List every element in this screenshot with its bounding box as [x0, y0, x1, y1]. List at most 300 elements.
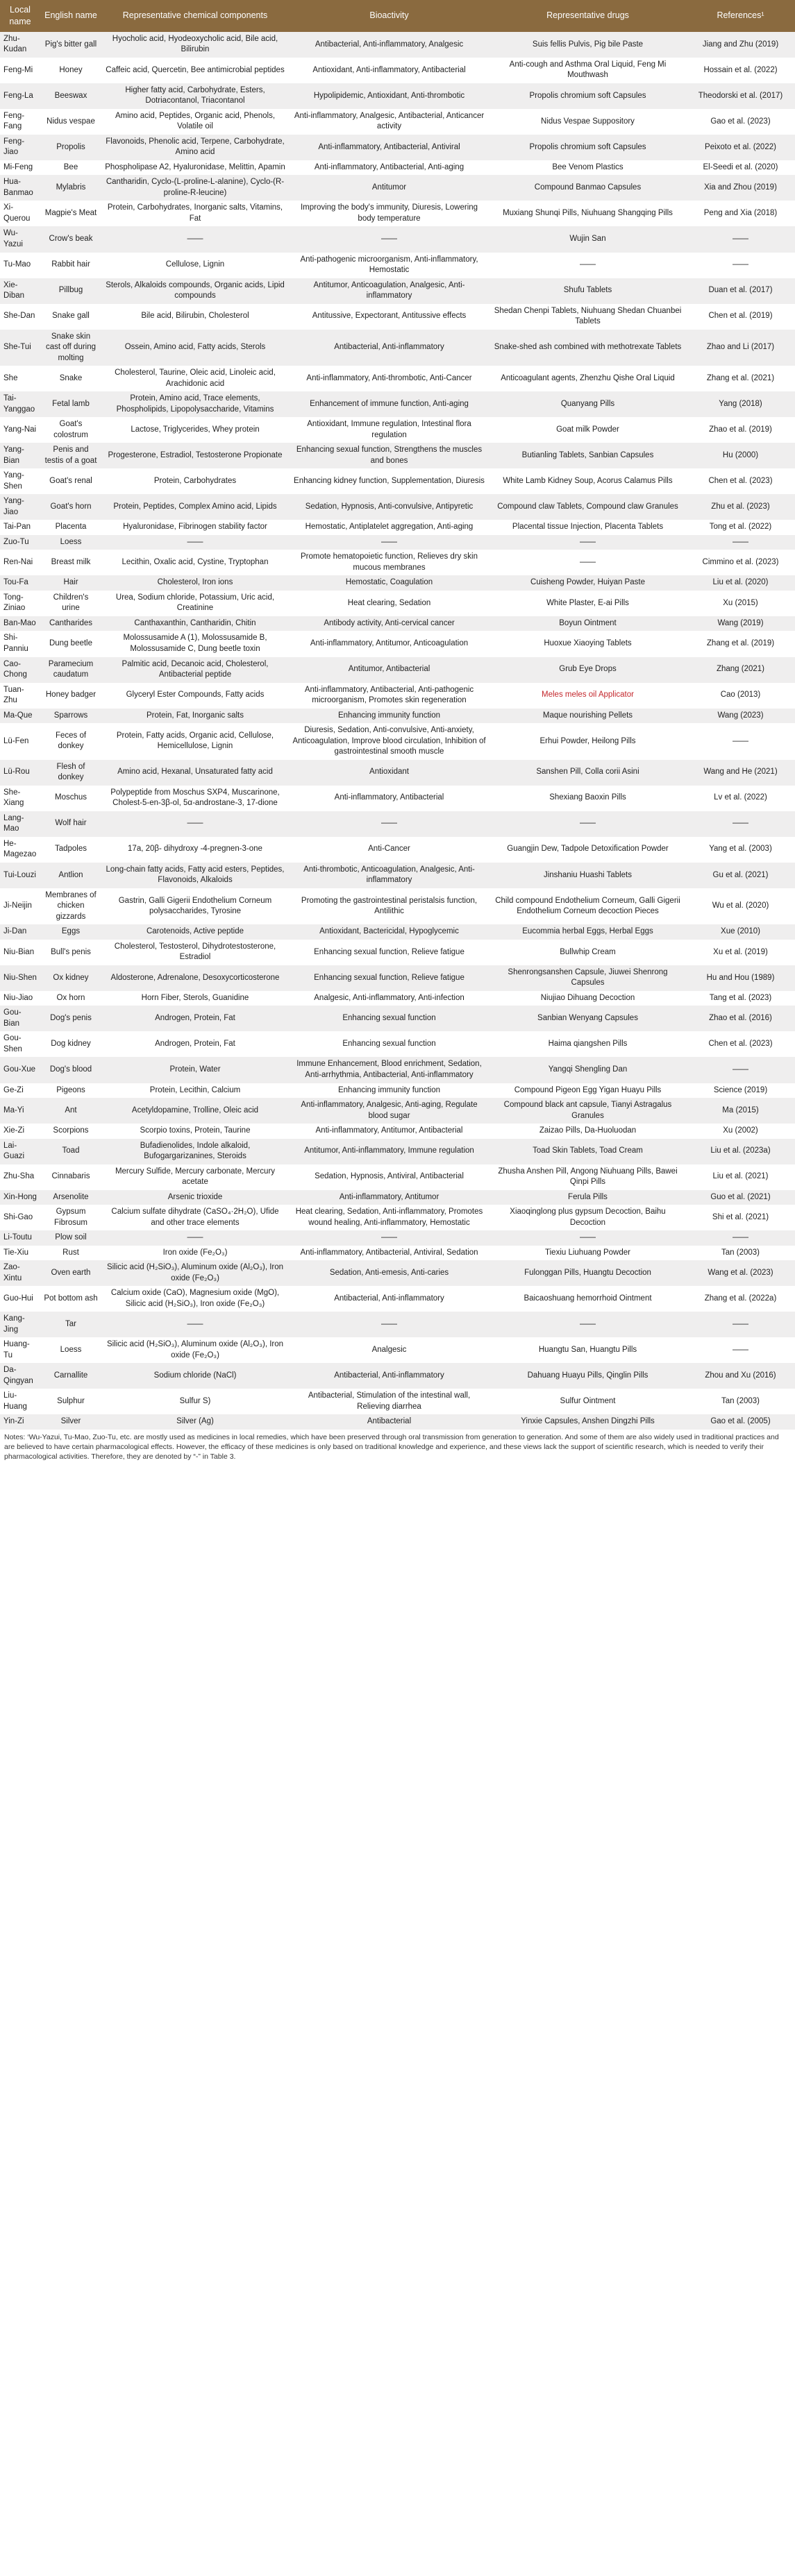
cell-drugs: Child compound Endothelium Corneum, Galli Gigerii Endothelium Corneum decoction Pieces [489, 888, 686, 925]
cell-local-name: Yang-Shen [0, 468, 40, 494]
cell-bioactivity: Enhancing immunity function [289, 709, 489, 724]
cell-bioactivity: Antitumor [289, 175, 489, 201]
table-row [0, 1164, 795, 1190]
cell-bioactivity: Hemostatic, Antiplatelet aggregation, Anti-aging [289, 520, 489, 535]
cell-bioactivity: Anti-pathogenic microorganism, Anti-inflammatory, Hemostatic [289, 253, 489, 278]
cell-bioactivity: Enhancing sexual function, Strengthens the muscles and bones [289, 443, 489, 468]
cell-english-name: Oven earth [40, 1260, 101, 1286]
cell-bioactivity: Antibacterial, Anti-inflammatory, Analgesic [289, 32, 489, 58]
cell-components: Androgen, Protein, Fat [101, 1006, 289, 1031]
cell-english-name: Honey badger [40, 683, 101, 709]
cell-local-name: Tai-Yanggao [0, 391, 40, 417]
cell-reference: Zhao et al. (2019) [686, 417, 795, 443]
cell-bioactivity: Antibacterial, Stimulation of the intestinal wall, Relieving diarrhea [289, 1389, 489, 1414]
cell-english-name: Mylabris [40, 175, 101, 201]
cell-local-name: Tui-Louzi [0, 863, 40, 888]
cell-local-name: Lai-Guazi [0, 1139, 40, 1164]
cell-local-name: Ma-Yi [0, 1098, 40, 1124]
cell-english-name: Ox horn [40, 991, 101, 1006]
cell-local-name: Wu-Yazui [0, 226, 40, 252]
cell-english-name: Loess [40, 1337, 101, 1363]
cell-drugs: Haima qiangshen Pills [489, 1031, 686, 1057]
cell-drugs: Yangqi Shengling Dan [489, 1057, 686, 1083]
cell-reference: Zhu et al. (2023) [686, 494, 795, 520]
header-bioactivity: Bioactivity [289, 0, 489, 32]
cell-drugs: Shexiang Baoxin Pills [489, 786, 686, 811]
table-row [0, 304, 795, 330]
cell-local-name: Yang-Bian [0, 443, 40, 468]
cell-components: Caffeic acid, Quercetin, Bee antimicrobial peptides [101, 58, 289, 83]
cell-local-name: Zhu-Kudan [0, 32, 40, 58]
cell-bioactivity: Hypolipidemic, Antioxidant, Anti-thrombotic [289, 83, 489, 109]
cell-components: Protein, Fatty acids, Organic acid, Cellulose, Hemicellulose, Lignin [101, 723, 289, 760]
cell-english-name: Fetal lamb [40, 391, 101, 417]
cell-components: Protein, Water [101, 1057, 289, 1083]
cell-drugs: —— [489, 1312, 686, 1337]
cell-reference: Cimmino et al. (2023) [686, 550, 795, 575]
cell-reference: Shi et al. (2021) [686, 1205, 795, 1230]
cell-bioactivity: Heat clearing, Sedation, Anti-inflammatory, Promotes wound healing, Anti-inflammatory, Hemostatic [289, 1205, 489, 1230]
table-row [0, 1083, 795, 1099]
cell-bioactivity: Anti-inflammatory, Antibacterial, Antiviral, Sedation [289, 1246, 489, 1261]
cell-drugs: Suis fellis Pulvis, Pig bile Paste [489, 32, 686, 58]
cell-drugs: Huangtu San, Huangtu Pills [489, 1337, 686, 1363]
table-row [0, 965, 795, 991]
cell-bioactivity: Antioxidant [289, 760, 489, 786]
cell-reference: Tan (2003) [686, 1246, 795, 1261]
table-row [0, 760, 795, 786]
cell-local-name: Ren-Nai [0, 550, 40, 575]
cell-local-name: Lang-Mao [0, 811, 40, 837]
cell-drugs: Maque nourishing Pellets [489, 709, 686, 724]
cell-reference: Wang (2023) [686, 709, 795, 724]
table-row [0, 160, 795, 176]
cell-components: —— [101, 535, 289, 550]
cell-components: Polypeptide from Moschus SXP4, Muscarinone, Cholest-5-en-3β-ol, 5α-androstane-3, 17-dione [101, 786, 289, 811]
cell-english-name: Goat's horn [40, 494, 101, 520]
table-row [0, 1363, 795, 1389]
cell-reference: —— [686, 226, 795, 252]
cell-components: —— [101, 1230, 289, 1246]
cell-reference: Hossain et al. (2022) [686, 58, 795, 83]
cell-drugs: Snake-shed ash combined with methotrexate Tablets [489, 330, 686, 366]
cell-english-name: Antlion [40, 863, 101, 888]
cell-bioactivity: Enhancing sexual function [289, 1031, 489, 1057]
cell-english-name: Penis and testis of a goat [40, 443, 101, 468]
cell-reference: Lv et al. (2022) [686, 786, 795, 811]
cell-bioactivity: Antitumor, Anticoagulation, Analgesic, Anti-inflammatory [289, 278, 489, 304]
table-row [0, 550, 795, 575]
cell-bioactivity: Promoting the gastrointestinal peristalsis function, Antilithic [289, 888, 489, 925]
cell-components: Palmitic acid, Decanoic acid, Cholesterol, Antibacterial peptide [101, 657, 289, 683]
cell-drugs: Compound Banmao Capsules [489, 175, 686, 201]
cell-bioactivity: Anti-inflammatory, Analgesic, Anti-aging, Regulate blood sugar [289, 1098, 489, 1124]
cell-english-name: Snake skin cast off during molting [40, 330, 101, 366]
cell-bioactivity: Anti-inflammatory, Analgesic, Antibacterial, Anticancer activity [289, 109, 489, 135]
cell-components: Aldosterone, Adrenalone, Desoxycorticosterone [101, 965, 289, 991]
cell-drugs: —— [489, 535, 686, 550]
cell-english-name: Crow's beak [40, 226, 101, 252]
cell-drugs: —— [489, 550, 686, 575]
cell-drugs: Compound claw Tablets, Compound claw Granules [489, 494, 686, 520]
cell-drugs: Dahuang Huayu Pills, Qinglin Pills [489, 1363, 686, 1389]
cell-local-name: Feng-La [0, 83, 40, 109]
cell-bioactivity: —— [289, 226, 489, 252]
cell-english-name: Honey [40, 58, 101, 83]
cell-english-name: Toad [40, 1139, 101, 1164]
table-row [0, 1389, 795, 1414]
cell-drugs: Bee Venom Plastics [489, 160, 686, 176]
cell-drugs: Propolis chromium soft Capsules [489, 83, 686, 109]
cell-reference: Zhang et al. (2019) [686, 631, 795, 656]
cell-reference: Peng and Xia (2018) [686, 201, 795, 226]
cell-reference: Tan (2003) [686, 1389, 795, 1414]
cell-drugs: Compound Pigeon Egg Yigan Huayu Pills [489, 1083, 686, 1099]
cell-english-name: Pig's bitter gall [40, 32, 101, 58]
cell-reference: Peixoto et al. (2022) [686, 135, 795, 160]
cell-local-name: Ge-Zi [0, 1083, 40, 1099]
cell-english-name: Paramecium caudatum [40, 657, 101, 683]
cell-local-name: Cao-Chong [0, 657, 40, 683]
cell-components: Cellulose, Lignin [101, 253, 289, 278]
table-row [0, 811, 795, 837]
cell-bioactivity: —— [289, 811, 489, 837]
cell-reference: Liu et al. (2020) [686, 575, 795, 591]
table-row [0, 1260, 795, 1286]
cell-bioactivity: Anti-thrombotic, Anticoagulation, Analgesic, Anti-inflammatory [289, 863, 489, 888]
cell-reference: El-Seedi et al. (2020) [686, 160, 795, 176]
cell-bioactivity: Improving the body's immunity, Diuresis, Lowering body temperature [289, 201, 489, 226]
table-row [0, 1337, 795, 1363]
cell-bioactivity: Anti-inflammatory, Antitumor, Anticoagulation [289, 631, 489, 656]
cell-local-name: Zao-Xintu [0, 1260, 40, 1286]
cell-english-name: Nidus vespae [40, 109, 101, 135]
cell-reference: Tong et al. (2022) [686, 520, 795, 535]
cell-bioactivity: Sedation, Hypnosis, Antiviral, Antibacterial [289, 1164, 489, 1190]
cell-components: Phospholipase A2, Hyaluronidase, Melittin, Apamin [101, 160, 289, 176]
table-row [0, 1190, 795, 1205]
header-components: Representative chemical components [101, 0, 289, 32]
cell-english-name: Arsenolite [40, 1190, 101, 1205]
header-drugs: Representative drugs [489, 0, 686, 32]
cell-drugs: Wujin San [489, 226, 686, 252]
cell-components: Ossein, Amino acid, Fatty acids, Sterols [101, 330, 289, 366]
cell-english-name: Beeswax [40, 83, 101, 109]
cell-reference: Xue (2010) [686, 924, 795, 940]
cell-local-name: Niu-Bian [0, 940, 40, 965]
table-row [0, 1414, 795, 1430]
table-row [0, 709, 795, 724]
cell-local-name: Mi-Feng [0, 160, 40, 176]
cell-bioactivity: Enhancing kidney function, Supplementation, Diuresis [289, 468, 489, 494]
table-row [0, 366, 795, 391]
table-row [0, 330, 795, 366]
cell-reference: —— [686, 535, 795, 550]
cell-bioactivity: Heat clearing, Sedation [289, 591, 489, 616]
cell-english-name: Dung beetle [40, 631, 101, 656]
table-row [0, 443, 795, 468]
cell-reference: —— [686, 811, 795, 837]
cell-local-name: Yin-Zi [0, 1414, 40, 1430]
table-row [0, 1124, 795, 1139]
cell-english-name: Hair [40, 575, 101, 591]
cell-drugs: Huoxue Xiaoying Tablets [489, 631, 686, 656]
cell-reference: Xu et al. (2019) [686, 940, 795, 965]
cell-english-name: Moschus [40, 786, 101, 811]
table-row [0, 1205, 795, 1230]
cell-english-name: Snake gall [40, 304, 101, 330]
cell-reference: Hu (2000) [686, 443, 795, 468]
cell-english-name: Placenta [40, 520, 101, 535]
cell-drugs: Baicaoshuang hemorrhoid Ointment [489, 1286, 686, 1312]
cell-bioactivity: Anti-inflammatory, Antibacterial [289, 786, 489, 811]
cell-local-name: She-Dan [0, 304, 40, 330]
cell-bioactivity: Antioxidant, Immune regulation, Intestinal flora regulation [289, 417, 489, 443]
cell-english-name: Snake [40, 366, 101, 391]
cell-bioactivity: Sedation, Anti-emesis, Anti-caries [289, 1260, 489, 1286]
cell-local-name: Tai-Pan [0, 520, 40, 535]
table-row [0, 135, 795, 160]
cell-components: Carotenoids, Active peptide [101, 924, 289, 940]
table-row [0, 58, 795, 83]
cell-reference: Zhou and Xu (2016) [686, 1363, 795, 1389]
cell-components: Silicic acid (H₂SiO₃), Aluminum oxide (Al₂O₃), Iron oxide (Fe₂O₃) [101, 1337, 289, 1363]
table-row [0, 657, 795, 683]
cell-components: Arsenic trioxide [101, 1190, 289, 1205]
table-row [0, 417, 795, 443]
table-row [0, 1312, 795, 1337]
cell-english-name: Carnallite [40, 1363, 101, 1389]
table-row [0, 863, 795, 888]
cell-bioactivity: Antioxidant, Bactericidal, Hypoglycemic [289, 924, 489, 940]
cell-bioactivity: Antibacterial [289, 1414, 489, 1430]
cell-components: Protein, Carbohydrates [101, 468, 289, 494]
cell-components: Progesterone, Estradiol, Testosterone Propionate [101, 443, 289, 468]
cell-local-name: Gou-Bian [0, 1006, 40, 1031]
cell-reference: Zhao et al. (2016) [686, 1006, 795, 1031]
cell-components: Acetyldopamine, Trolline, Oleic acid [101, 1098, 289, 1124]
cell-reference: Wang and He (2021) [686, 760, 795, 786]
cell-components: —— [101, 811, 289, 837]
cell-bioactivity: Antibacterial, Anti-inflammatory [289, 1363, 489, 1389]
cell-components: Bufadienolides, Indole alkaloid, Bufogargarizanines, Steroids [101, 1139, 289, 1164]
cell-drugs: White Lamb Kidney Soup, Acorus Calamus Pills [489, 468, 686, 494]
cell-reference: Zhang et al. (2021) [686, 366, 795, 391]
cell-reference: Chen et al. (2023) [686, 1031, 795, 1057]
cell-drugs: Yinxie Capsules, Anshen Dingzhi Pills [489, 1414, 686, 1430]
cell-bioactivity: Antibacterial, Anti-inflammatory [289, 1286, 489, 1312]
cell-components: Hyaluronidase, Fibrinogen stability factor [101, 520, 289, 535]
table-row [0, 837, 795, 863]
cell-components: Cholesterol, Testosterol, Dihydrotestosterone, Estradiol [101, 940, 289, 965]
cell-bioactivity: —— [289, 535, 489, 550]
cell-english-name: Children's urine [40, 591, 101, 616]
cell-drugs: Propolis chromium soft Capsules [489, 135, 686, 160]
table-row [0, 631, 795, 656]
cell-english-name: Flesh of donkey [40, 760, 101, 786]
cell-components: Sterols, Alkaloids compounds, Organic acids, Lipid compounds [101, 278, 289, 304]
cell-drugs: Tiexiu Liuhuang Powder [489, 1246, 686, 1261]
table-row [0, 940, 795, 965]
cell-drugs: Bullwhip Cream [489, 940, 686, 965]
cell-english-name: Propolis [40, 135, 101, 160]
cell-english-name: Cantharides [40, 616, 101, 632]
table-header-row [0, 0, 795, 32]
cell-drugs: Anticoagulant agents, Zhenzhu Qishe Oral Liquid [489, 366, 686, 391]
cell-reference: Gao et al. (2023) [686, 109, 795, 135]
cell-local-name: Zhu-Sha [0, 1164, 40, 1190]
cell-english-name: Bee [40, 160, 101, 176]
cell-bioactivity: Promote hematopoietic function, Relieves dry skin mucous membranes [289, 550, 489, 575]
table-row [0, 1006, 795, 1031]
cell-drugs: Boyun Ointment [489, 616, 686, 632]
table-row [0, 1286, 795, 1312]
cell-components: Glyceryl Ester Compounds, Fatty acids [101, 683, 289, 709]
cell-components: Calcium sulfate dihydrate (CaSO₄·2H₂O), Ufide and other trace elements [101, 1205, 289, 1230]
cell-reference: Duan et al. (2017) [686, 278, 795, 304]
cell-local-name: Li-Toutu [0, 1230, 40, 1246]
cell-components: Protein, Fat, Inorganic salts [101, 709, 289, 724]
cell-drugs: Fulonggan Pills, Huangtu Decoction [489, 1260, 686, 1286]
table-row [0, 991, 795, 1006]
cell-local-name: Liu-Huang [0, 1389, 40, 1414]
cell-reference: Gu et al. (2021) [686, 863, 795, 888]
cell-components: Canthaxanthin, Cantharidin, Chitin [101, 616, 289, 632]
cell-reference: —— [686, 1230, 795, 1246]
cell-drugs: Xiaoqinglong plus gypsum Decoction, Baihu Decoction [489, 1205, 686, 1230]
cell-drugs: Toad Skin Tablets, Toad Cream [489, 1139, 686, 1164]
table-row [0, 1246, 795, 1261]
table-row [0, 32, 795, 58]
cell-reference: Yang (2018) [686, 391, 795, 417]
cell-reference: Wu et al. (2020) [686, 888, 795, 925]
cell-bioactivity: Anti-inflammatory, Antitumor, Antibacterial [289, 1124, 489, 1139]
cell-components: Molossusamide A (1), Molossusamide B, Molossusamide C, Dung beetle toxin [101, 631, 289, 656]
cell-reference: Zhao and Li (2017) [686, 330, 795, 366]
cell-reference: Zhang et al. (2022a) [686, 1286, 795, 1312]
cell-drugs: —— [489, 1230, 686, 1246]
cell-local-name: She-Tui [0, 330, 40, 366]
cell-english-name: Sparrows [40, 709, 101, 724]
cell-english-name: Goat's colostrum [40, 417, 101, 443]
cell-components: Lecithin, Oxalic acid, Cystine, Tryptophan [101, 550, 289, 575]
cell-bioactivity: Anti-inflammatory, Antitumor [289, 1190, 489, 1205]
cell-english-name: Sulphur [40, 1389, 101, 1414]
cell-english-name: Membranes of chicken gizzards [40, 888, 101, 925]
table-row [0, 591, 795, 616]
cell-local-name: He-Magezao [0, 837, 40, 863]
cell-reference: —— [686, 1337, 795, 1363]
cell-components: Horn Fiber, Sterols, Guanidine [101, 991, 289, 1006]
cell-bioactivity: Enhancing immunity function [289, 1083, 489, 1099]
cell-local-name: Gou-Shen [0, 1031, 40, 1057]
cell-local-name: Ban-Mao [0, 616, 40, 632]
header-english-name: English name [40, 0, 101, 32]
cell-local-name: Shi-Panniu [0, 631, 40, 656]
cell-local-name: Xin-Hong [0, 1190, 40, 1205]
cell-drugs: White Plaster, E-ai Pills [489, 591, 686, 616]
cell-english-name: Pillbug [40, 278, 101, 304]
cell-local-name: Niu-Shen [0, 965, 40, 991]
cell-drugs: Butianling Tablets, Sanbian Capsules [489, 443, 686, 468]
cell-reference: —— [686, 253, 795, 278]
cell-reference: Wang et al. (2023) [686, 1260, 795, 1286]
cell-bioactivity: Analgesic, Anti-inflammatory, Anti-infection [289, 991, 489, 1006]
cell-reference: Chen et al. (2023) [686, 468, 795, 494]
cell-english-name: Rabbit hair [40, 253, 101, 278]
cell-components: Scorpio toxins, Protein, Taurine [101, 1124, 289, 1139]
cell-reference: Zhang (2021) [686, 657, 795, 683]
table-row [0, 723, 795, 760]
table-notes: Notes: ‘Wu-Yazui, Tu-Mao, Zuo-Tu, etc. are mostly used as medicines in local remedies, which have been preserved through oral transmission from generation to generation. And some of them are also widely used in traditional practices and are believed to have certain pharmacological effects. However, the efficacy of these medicines is only based on traditional knowledge and experience, and these views lack the support of scientific research, which is needed to verify their pharmacological activities. Therefore, they are denoted by “-” in Table 3. [4, 1432, 779, 1461]
table-row [0, 924, 795, 940]
cell-bioactivity: Antibody activity, Anti-cervical cancer [289, 616, 489, 632]
table-row [0, 1057, 795, 1083]
cell-reference: Science (2019) [686, 1083, 795, 1099]
cell-drugs: Muxiang Shunqi Pills, Niuhuang Shangqing Pills [489, 201, 686, 226]
cell-components: Silicic acid (H₂SiO₃), Aluminum oxide (Al₂O₃), Iron oxide (Fe₂O₃) [101, 1260, 289, 1286]
header-local-name: Local name [0, 0, 40, 32]
cell-local-name: Xie-Zi [0, 1124, 40, 1139]
cell-reference: Wang (2019) [686, 616, 795, 632]
cell-components: Amino acid, Hexanal, Unsaturated fatty acid [101, 760, 289, 786]
cell-local-name: Feng-Jiao [0, 135, 40, 160]
cell-bioactivity: Antitumor, Anti-inflammatory, Immune regulation [289, 1139, 489, 1164]
cell-bioactivity: Anti-inflammatory, Antibacterial, Antiviral [289, 135, 489, 160]
cell-local-name: Shi-Gao [0, 1205, 40, 1230]
cell-bioactivity: Enhancing sexual function [289, 1006, 489, 1031]
table-row [0, 253, 795, 278]
cell-components: Lactose, Triglycerides, Whey protein [101, 417, 289, 443]
cell-english-name: Dog's blood [40, 1057, 101, 1083]
cell-reference: —— [686, 723, 795, 760]
cell-bioactivity: Anti-inflammatory, Antibacterial, Anti-pathogenic microorganism, Promotes skin regeneration [289, 683, 489, 709]
cell-english-name: Dog kidney [40, 1031, 101, 1057]
cell-bioactivity: Sedation, Hypnosis, Anti-convulsive, Antipyretic [289, 494, 489, 520]
cell-english-name: Feces of donkey [40, 723, 101, 760]
cell-drugs: Compound black ant capsule, Tianyi Astragalus Granules [489, 1098, 686, 1124]
cell-english-name: Cinnabaris [40, 1164, 101, 1190]
cell-reference: Cao (2013) [686, 683, 795, 709]
cell-components: Gastrin, Galli Gigerii Endothelium Corneum polysaccharides, Tyrosine [101, 888, 289, 925]
cell-local-name: Tong-Ziniao [0, 591, 40, 616]
cell-components: 17a, 20β- dihydroxy -4-pregnen-3-one [101, 837, 289, 863]
cell-bioactivity: Anti-Cancer [289, 837, 489, 863]
cell-components: Androgen, Protein, Fat [101, 1031, 289, 1057]
cell-drugs: Guangjin Dew, Tadpole Detoxification Powder [489, 837, 686, 863]
cell-local-name: She-Xiang [0, 786, 40, 811]
cell-reference: Xia and Zhou (2019) [686, 175, 795, 201]
cell-components: —— [101, 226, 289, 252]
cell-english-name: Tar [40, 1312, 101, 1337]
cell-drugs: Cuisheng Powder, Huiyan Paste [489, 575, 686, 591]
cell-bioactivity: Antibacterial, Anti-inflammatory [289, 330, 489, 366]
cell-drugs: —— [489, 253, 686, 278]
cell-local-name: Tie-Xiu [0, 1246, 40, 1261]
cell-english-name: Scorpions [40, 1124, 101, 1139]
cell-reference: Liu et al. (2021) [686, 1164, 795, 1190]
cell-english-name: Magpie's Meat [40, 201, 101, 226]
cell-drugs: Jinshaniu Huashi Tablets [489, 863, 686, 888]
cell-english-name: Ox kidney [40, 965, 101, 991]
cell-components: Cholesterol, Taurine, Oleic acid, Linoleic acid, Arachidonic acid [101, 366, 289, 391]
cell-components: Flavonoids, Phenolic acid, Terpene, Carbohydrate, Amino acid [101, 135, 289, 160]
cell-drugs: Niujiao Dihuang Decoction [489, 991, 686, 1006]
table-row [0, 786, 795, 811]
cell-bioactivity: Enhancement of immune function, Anti-aging [289, 391, 489, 417]
cell-english-name: Bull's penis [40, 940, 101, 965]
cell-local-name: Tu-Mao [0, 253, 40, 278]
